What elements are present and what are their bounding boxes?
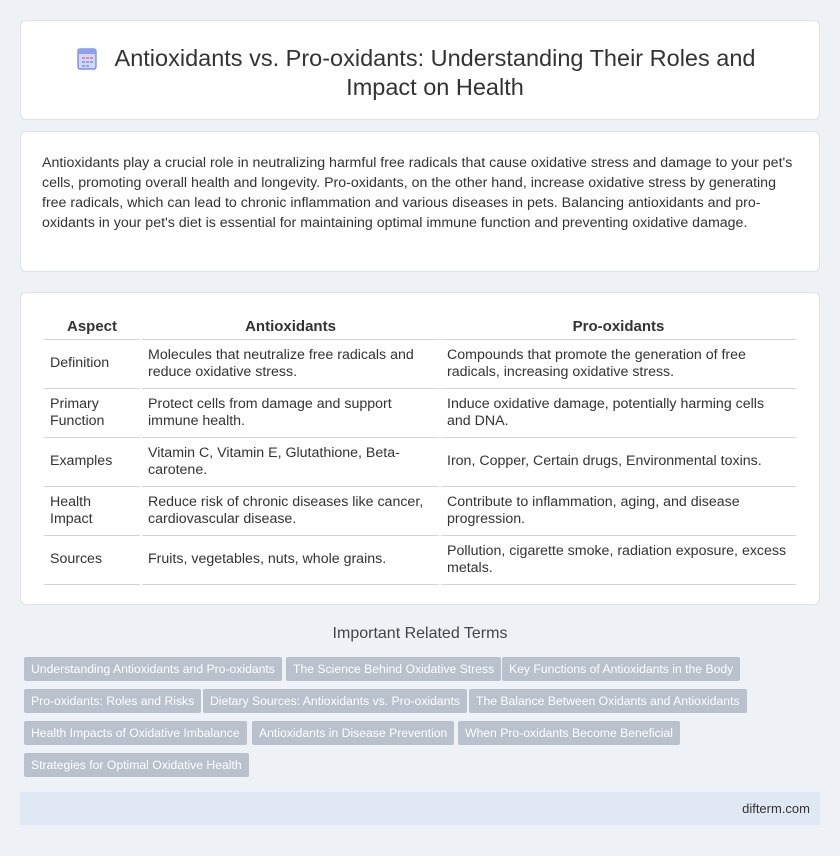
page-title: Antioxidants vs. Pro-oxidants: Understanding Their Roles and Impact on Health [114, 45, 756, 100]
cell-aspect: Primary Function [44, 389, 140, 438]
intro-card [20, 131, 820, 272]
cell-pro-oxidants: Iron, Copper, Certain drugs, Environmental toxins. [441, 438, 796, 487]
header-card [20, 20, 820, 120]
cell-aspect: Health Impact [44, 487, 140, 536]
cell-pro-oxidants: Compounds that promote the generation of free radicals, increasing oxidative stress. [441, 340, 796, 389]
cell-antioxidants: Molecules that neutralize free radicals and reduce oxidative stress. [142, 340, 439, 389]
related-term-tag[interactable]: Dietary Sources: Antioxidants vs. Pro-oxidants [203, 689, 467, 713]
cell-pro-oxidants: Induce oxidative damage, potentially harming cells and DNA. [441, 389, 796, 438]
related-term-tag[interactable]: The Balance Between Oxidants and Antioxidants [469, 689, 747, 713]
footer-site-link[interactable]: difterm.com [742, 801, 810, 816]
cell-antioxidants: Reduce risk of chronic diseases like cancer, cardiovascular disease. [142, 487, 439, 536]
related-term-tag[interactable]: Pro-oxidants: Roles and Risks [24, 689, 201, 713]
related-term-tag[interactable]: Antioxidants in Disease Prevention [252, 721, 454, 745]
related-term-tag[interactable]: Key Functions of Antioxidants in the Body [502, 657, 740, 681]
table-row [44, 487, 796, 536]
table-row [44, 536, 796, 585]
comparison-card [20, 292, 820, 605]
table-row [44, 340, 796, 389]
related-term-tag[interactable]: Strategies for Optimal Oxidative Health [24, 753, 249, 777]
column-header-antioxidants: Antioxidants [142, 313, 439, 340]
cell-aspect: Examples [44, 438, 140, 487]
related-term-tag[interactable]: Understanding Antioxidants and Pro-oxidants [24, 657, 282, 681]
column-header-aspect: Aspect [44, 313, 140, 340]
footer [20, 792, 820, 825]
cell-aspect: Sources [44, 536, 140, 585]
cell-pro-oxidants: Pollution, cigarette smoke, radiation exposure, excess metals. [441, 536, 796, 585]
related-term-tag[interactable]: Health Impacts of Oxidative Imbalance [24, 721, 247, 745]
table-row [44, 438, 796, 487]
table-row [44, 389, 796, 438]
column-header-pro-oxidants: Pro-oxidants [441, 313, 796, 340]
related-term-tag[interactable]: The Science Behind Oxidative Stress [286, 657, 501, 681]
intro-paragraph: Antioxidants play a crucial role in neutralizing harmful free radicals that cause oxidative stress and damage to your pet's cells, promoting overall health and longevity. Pro-oxidants, on the other hand, increase oxidative stress by generating free radicals, which can lead to chronic inflammation and various diseases in pets. Balancing antioxidants and pro-oxidants in your pet's diet is essential for maintaining optimal immune function and preventing oxidative damage. [42, 155, 793, 231]
cell-antioxidants: Vitamin C, Vitamin E, Glutathione, Beta-carotene. [142, 438, 439, 487]
cell-antioxidants: Fruits, vegetables, nuts, whole grains. [142, 536, 439, 585]
related-terms-heading: Important Related Terms [332, 625, 508, 642]
related-term-tag[interactable]: When Pro-oxidants Become Beneficial [458, 721, 680, 745]
cell-antioxidants: Protect cells from damage and support immune health. [142, 389, 439, 438]
cell-pro-oxidants: Contribute to inflammation, aging, and disease progression. [441, 487, 796, 536]
cell-aspect: Definition [44, 340, 140, 389]
comparison-table [42, 313, 798, 585]
table-header-row [44, 313, 796, 340]
